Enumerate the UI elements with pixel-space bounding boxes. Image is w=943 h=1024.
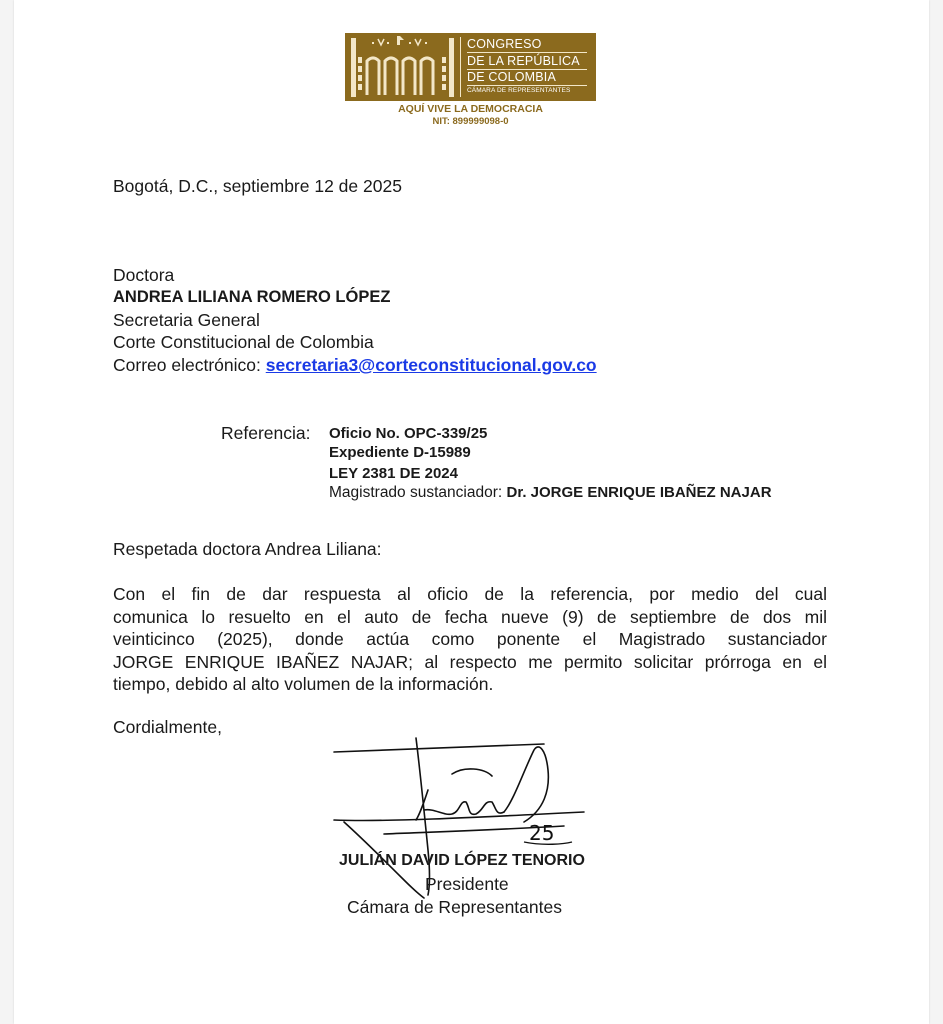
reference-ley: LEY 2381 DE 2024 [329,465,458,482]
signer-title: Presidente [425,874,509,894]
reference-oficio: Oficio No. OPC-339/25 [329,425,488,442]
email-label: Correo electrónico: [113,355,261,375]
recipient-name: ANDREA LILIANA ROMERO LÓPEZ [113,288,391,306]
recipient-position: Secretaria General [113,310,260,330]
recipient-title: Doctora [113,265,175,285]
logo-rule [467,52,587,53]
document-page [14,0,929,1024]
reference-magistrado [329,484,772,502]
body-line: tiempo, debido al alto volumen de la información. [113,674,494,694]
logo-rule [467,85,587,86]
signer-name: JULIÁN DAVID LÓPEZ TENORIO [339,852,585,869]
logo-line-3: DE COLOMBIA [467,70,557,84]
reference-expediente: Expediente D-15989 [329,444,471,461]
recipient-organization: Corte Constitucional de Colombia [113,332,374,352]
body-line: JORGE ENRIQUE IBAÑEZ NAJAR; al respecto me permito solicitar prórroga en el [113,651,827,672]
signer-organization: Cámara de Representantes [347,897,562,917]
logo-line-2: DE LA REPÚBLICA [467,54,580,68]
body-line: veinticinco (2025), donde actúa como ponente el Magistrado sustanciador [113,629,827,649]
logo-divider [460,37,461,97]
logo-line-1: CONGRESO [467,37,542,51]
magistrado-label: Magistrado sustanciador: [329,484,503,501]
greeting: Respetada doctora Andrea Liliana: [113,539,382,559]
body-line: Con el fin de dar respuesta al oficio de la referencia, por medio del cual [113,584,827,604]
congress-logo [345,33,596,101]
signature-mark-text: 25 [529,821,555,845]
letterhead-tagline: AQUÍ VIVE LA DEMOCRACIA [398,103,543,115]
email-link[interactable]: secretaria3@corteconstitucional.gov.co [265,355,597,375]
date-line: Bogotá, D.C., septiembre 12 de 2025 [113,176,402,196]
closing: Cordialmente, [113,717,222,737]
reference-label: Referencia: [221,423,311,443]
letterhead-nit: NIT: 899999098-0 [432,116,509,127]
body-paragraph [113,583,827,696]
recipient-email-line [113,355,597,376]
logo-line-4: CÁMARA DE REPRESENTANTES [467,87,571,94]
body-line: comunica lo resuelto en el auto de fecha nueve (9) de septiembre de dos mil [113,606,827,627]
capitol-building-icon [345,33,460,101]
magistrado-name: Dr. JORGE ENRIQUE IBAÑEZ NAJAR [506,484,772,501]
